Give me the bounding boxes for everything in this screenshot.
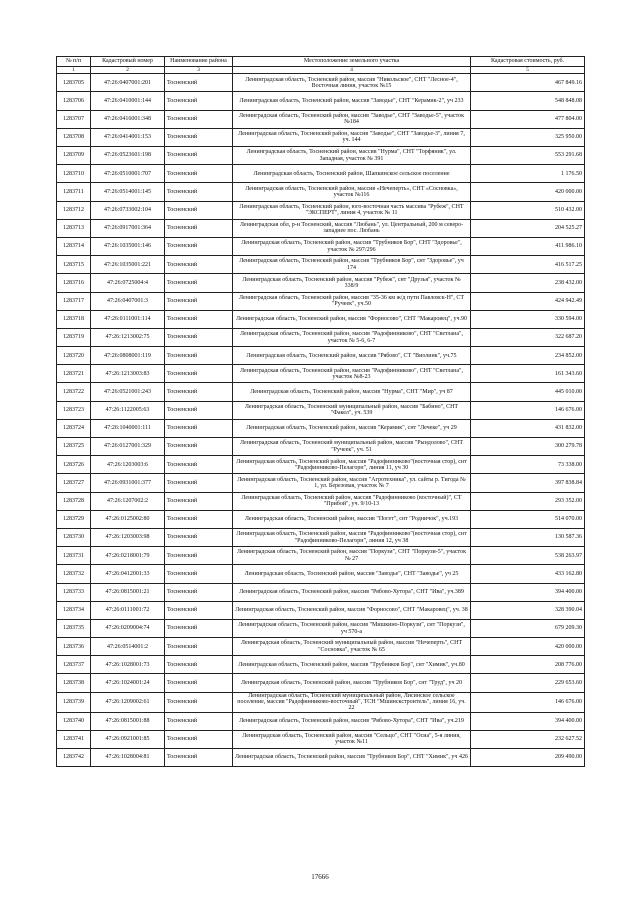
table-row [57,310,585,328]
row-number: 1283731 [57,547,91,565]
row-number: 1283723 [57,401,91,419]
district-name: Тосненский [165,147,233,165]
cadastral-number: 47:26:1024001:24 [91,674,165,692]
district-name: Тосненский [165,274,233,292]
table-row [57,712,585,730]
table-row [57,128,585,146]
cadastral-number: 47:26:0125002:80 [91,510,165,528]
district-name: Тосненский [165,74,233,92]
cadastral-number: 47:26:1028004:81 [91,748,165,766]
cadastral-number: 47:26:0209004:74 [91,619,165,637]
cadastral-number: 47:26:0416001:348 [91,110,165,128]
row-number: 1283741 [57,730,91,748]
row-number: 1283706 [57,92,91,110]
row-number: 1283715 [57,256,91,274]
cadastral-value: 397 838.84 [471,474,585,492]
land-location: Ленинградская область, Тосненский район, массив "Радофинниково", СНТ "Светлана", участок №8-23 [233,365,471,383]
land-location: Ленинградская область, Тосненский район, Шапкинское сельское поселение [233,165,471,183]
column-number: 4 [233,67,471,74]
table-row [57,401,585,419]
district-name: Тосненский [165,712,233,730]
table-row [57,237,585,255]
land-location: Ленинградская область, Тосненский район, массив "Трубников Бор", снт "Труд", уч 20 [233,674,471,692]
cadastral-value: 322 687.20 [471,328,585,346]
header-row [57,57,585,67]
district-name: Тосненский [165,419,233,437]
district-name: Тосненский [165,165,233,183]
land-location: Ленинградская область, Тосненский район, массив "Нурма", СНТ "Торфяник", ул. Западная, участок № 391 [233,147,471,165]
cadastral-value: 229 653.60 [471,674,585,692]
cadastral-value: 420 000.00 [471,183,585,201]
district-name: Тосненский [165,674,233,692]
cadastral-value: 394 400.00 [471,583,585,601]
district-name: Тосненский [165,347,233,365]
table-row [57,147,585,165]
row-number: 1283729 [57,510,91,528]
land-location: Ленинградская область, Тосненский район, массив "Заводье", СНТ "Заводье", уч 25 [233,565,471,583]
land-location: Ленинградская область, Тосненский район, массив "Форносово", СНТ "Макаровец", уч.90 [233,310,471,328]
land-location: Ленинградская область, Тосненский район, массив "Трубников Бор", СНТ "Химик", уч 426 [233,748,471,766]
cadastral-value: 510 432.00 [471,201,585,219]
district-name: Тосненский [165,328,233,346]
row-number: 1283732 [57,565,91,583]
table-row [57,730,585,748]
district-name: Тосненский [165,237,233,255]
row-number: 1283742 [57,748,91,766]
cadastral-number: 47:26:1035001:221 [91,256,165,274]
land-location: Ленинградская область, Тосненский муниципальный район, Лисинское сельское поселение, массив "Радофинниково-восточный", ТСН "Мшинскстроитель", линия 16, уч. 22 [233,692,471,712]
row-number: 1283713 [57,219,91,237]
cadastral-number: 47:26:0410001:144 [91,92,165,110]
cadastral-value: 146 676.00 [471,692,585,712]
cadastral-value: 234 852.00 [471,347,585,365]
cadastral-number: 47:26:1028001:73 [91,656,165,674]
cadastral-value: 209 490.00 [471,748,585,766]
land-location: Ленинградская область, Тосненский район, юго-восточная часть массива "Рубеж", СНТ "ЭКСПЕРТ", линия 4, участок № 11 [233,201,471,219]
cadastral-value: 445 010.00 [471,383,585,401]
row-number: 1283709 [57,147,91,165]
table-row [57,419,585,437]
land-location: Ленинградская область, Тосненский район, массив "Радофинниково"(восточная стор), снт "Радофинниково-Пелагорн", линия 11, уч 30 [233,456,471,474]
cadastral-number: 47:26:0917001:364 [91,219,165,237]
cadastral-number: 47:26:0815001:88 [91,712,165,730]
cadastral-value: 679 209.30 [471,619,585,637]
row-number: 1283711 [57,183,91,201]
cadastral-number: 47:26:0521001:243 [91,383,165,401]
cadastral-value: 411 986.10 [471,237,585,255]
district-name: Тосненский [165,383,233,401]
land-location: Ленинградская область, Тосненский район, массив "Нурма", СНТ "Мир", уч 87 [233,383,471,401]
cadastral-number: 47:26:0931001:377 [91,474,165,492]
district-name: Тосненский [165,547,233,565]
district-name: Тосненский [165,474,233,492]
row-number: 1283733 [57,583,91,601]
row-number: 1283718 [57,310,91,328]
header-cadastral-number: Кадастровый номер [91,57,165,67]
land-location: Ленинградская область, Тосненский район, массив "Рябово-Хутора", СНТ "Ива", уч.389 [233,583,471,601]
cadastral-value: 538 263.97 [471,547,585,565]
row-number: 1283739 [57,692,91,712]
table-row [57,110,585,128]
land-location: Ленинградская область, Тосненский район, массив "Трубников Бор", снт "Здоровье", уч 174 [233,256,471,274]
cadastral-value: 424 942.49 [471,292,585,310]
land-location: Ленинградская область, Тосненский район, массив "35-36 км ж/д пути Павловск-Н", СТ "Ручеек", уч.50 [233,292,471,310]
cadastral-number: 47:26:1213003:83 [91,365,165,383]
header-district: Наименование района [165,57,233,67]
table-row [57,183,585,201]
row-number: 1283708 [57,128,91,146]
land-location: Ленинградская область, Тосненский район, массив "Заводье", СНТ "Заводье-3", линия 7, уч. 144 [233,128,471,146]
cadastral-value: 548 848.08 [471,92,585,110]
table-row [57,328,585,346]
cadastral-number: 47:26:1035001:146 [91,237,165,255]
table-row [57,547,585,565]
land-location: Ленинградская область, Тосненский район, массив "Трубников Бор", снт "Химик", уч.80 [233,656,471,674]
cadastral-number: 47:26:0815001:21 [91,583,165,601]
cadastral-value: 477 804.00 [471,110,585,128]
table-row [57,165,585,183]
district-name: Тосненский [165,730,233,748]
table-body [57,74,585,767]
land-location: Ленинградская область, Тосненский район, массив "Поркузи", СНТ "Поркузи-5", участок № 27 [233,547,471,565]
row-number: 1283719 [57,328,91,346]
table-row [57,510,585,528]
cadastral-value: 467 849.16 [471,74,585,92]
land-location: Ленинградская область, Тосненский район, массив "Погет", снт "Родничок", уч.193 [233,510,471,528]
cadastral-number: 47:26:1207002:2 [91,492,165,510]
table-row [57,619,585,637]
cadastral-value: 420 000.00 [471,638,585,656]
header-location: Местоположение земельного участка [233,57,471,67]
row-number: 1283710 [57,165,91,183]
column-number: 3 [165,67,233,74]
table-row [57,365,585,383]
table-row [57,74,585,92]
cadastral-number: 47:26:1122005:63 [91,401,165,419]
cadastral-number: 47:26:1203003:6 [91,456,165,474]
cadastral-number: 47:26:0808001:119 [91,347,165,365]
land-location: Ленинградская область, Тосненский район, массив "Рубеж", снт "Друзья", участок № 338/9 [233,274,471,292]
column-number: 5 [471,67,585,74]
row-number: 1283722 [57,383,91,401]
land-location: Ленинградская область, Тосненский район, массив «Нечеперть», СНТ «Сосновка», участок №116 [233,183,471,201]
row-number: 1283737 [57,656,91,674]
district-name: Тосненский [165,456,233,474]
row-number: 1283727 [57,474,91,492]
district-name: Тосненский [165,219,233,237]
district-name: Тосненский [165,92,233,110]
row-number: 1283726 [57,456,91,474]
district-name: Тосненский [165,201,233,219]
table-row [57,583,585,601]
cadastral-number: 47:26:0407001:201 [91,74,165,92]
cadastral-number: 47:26:0412001:33 [91,565,165,583]
table-row [57,528,585,546]
cadastral-number: 47:26:0127001:329 [91,438,165,456]
row-number: 1283705 [57,74,91,92]
cadastral-value: 293 352.00 [471,492,585,510]
table-row [57,638,585,656]
land-location: Ленинградская область, Тосненский район, массив "Керамик", снт "Лечеке", уч 29 [233,419,471,437]
header-cadastral-value: Кадастровая стоимость, руб. [471,57,585,67]
row-number: 1283734 [57,601,91,619]
district-name: Тосненский [165,365,233,383]
cadastral-number: 47:26:0514001:145 [91,183,165,201]
district-name: Тосненский [165,583,233,601]
table-row [57,456,585,474]
district-name: Тосненский [165,748,233,766]
cadastral-value: 146 676.00 [471,401,585,419]
land-location: Ленинградская область, Тосненский район, массив "Радофинниково", СНТ "Светлана", участок № 5-6, 6-7 [233,328,471,346]
land-location: Ленинградская область, Тосненский район, массив "Мишкино-Поркузи", снт "Поркузи", уч 570-а [233,619,471,637]
cadastral-value: 1 176.50 [471,165,585,183]
district-name: Тосненский [165,601,233,619]
cadastral-number: 47:26:1213002:75 [91,328,165,346]
row-number: 1283724 [57,419,91,437]
table-row [57,219,585,237]
land-location: Ленинградская область, Тосненский муниципальный район, массив "Рындолово", СНТ "Ручеек", уч. 51 [233,438,471,456]
cadastral-value: 328 390.04 [471,601,585,619]
cadastral-value: 208 776.00 [471,656,585,674]
cadastral-number: 47:26:1203003:98 [91,528,165,546]
row-number: 1283717 [57,292,91,310]
land-location: Ленинградская область, Тосненский район, массив "Радофинниково (восточный)", СТ "Прибой", уч. 9/10-13 [233,492,471,510]
row-number: 1283716 [57,274,91,292]
cadastral-value: 232 627.52 [471,730,585,748]
district-name: Тосненский [165,692,233,712]
table-row [57,274,585,292]
table-row [57,256,585,274]
row-number: 1283721 [57,365,91,383]
table-row [57,474,585,492]
table-row [57,692,585,712]
cadastral-number: 47:26:0111001:72 [91,601,165,619]
district-name: Тосненский [165,619,233,637]
column-number: 1 [57,67,91,74]
cadastral-number: 47:26:0218001:79 [91,547,165,565]
district-name: Тосненский [165,256,233,274]
cadastral-number: 47:26:0921001:85 [91,730,165,748]
table-row [57,201,585,219]
land-location: Ленинградская область, Тосненский муниципальный район, массив "Бабино", СНТ "Факел", уч. 539 [233,401,471,419]
table-row [57,383,585,401]
table-row [57,601,585,619]
land-location: Ленинградская область, Тосненский район, массив "Рябово", СТ "Виолинк", уч.75 [233,347,471,365]
land-location: Ленинградская область, Тосненский район, массив "Рябово-Хутора", СНТ "Ива", уч.219 [233,712,471,730]
district-name: Тосненский [165,110,233,128]
cadastral-value: 130 587.36 [471,528,585,546]
table-row [57,438,585,456]
cadastral-value: 416 517.25 [471,256,585,274]
land-location: Ленинградская область, Тосненский район, массив "Никольское", СНТ "Лесное-4", Восточная линия, участок №15 [233,74,471,92]
cadastral-value: 431 832.00 [471,419,585,437]
district-name: Тосненский [165,528,233,546]
land-location: Ленинградская область, Тосненский район, массив "Форносово", СНТ "Макаровец", уч. 38 [233,601,471,619]
cadastral-value: 325 950.00 [471,128,585,146]
district-name: Тосненский [165,438,233,456]
cadastral-number: 47:26:0514001:2 [91,638,165,656]
cadastral-value: 238 432.00 [471,274,585,292]
district-name: Тосненский [165,128,233,146]
cadastral-value: 514 070.00 [471,510,585,528]
cadastral-number: 47:26:1040001:111 [91,419,165,437]
district-name: Тосненский [165,310,233,328]
cadastral-number: 47:26:1209002:61 [91,692,165,712]
land-location: Ленинградская область, Тосненский район, массив "Радофинниково"(восточная стор), снт "Радофинниково-Пелагорн", линия 12, уч 38 [233,528,471,546]
row-number: 1283712 [57,201,91,219]
cadastral-value: 161 343.60 [471,365,585,383]
table-row [57,492,585,510]
row-number: 1283725 [57,438,91,456]
row-number: 1283707 [57,110,91,128]
cadastral-number: 47:26:0725004:4 [91,274,165,292]
row-number: 1283728 [57,492,91,510]
table-row [57,292,585,310]
cadastral-value: 73 338.00 [471,456,585,474]
table-row [57,748,585,766]
cadastral-number: 47:26:0510001:707 [91,165,165,183]
district-name: Тосненский [165,638,233,656]
district-name: Тосненский [165,565,233,583]
cadastral-value: 300 279.78 [471,438,585,456]
land-location: Ленинградская обл, р-н Тосненский, массив "Любань", ул. Центральный, 200 м северо-западнее пос. Любань [233,219,471,237]
header-number: № п/п [57,57,91,67]
district-name: Тосненский [165,292,233,310]
land-location: Ленинградская область, Тосненский район, массив "Трубников Бор", СНТ "Здоровье", участок № 297/296 [233,237,471,255]
row-number: 1283735 [57,619,91,637]
cadastral-number: 47:26:0523601:198 [91,147,165,165]
district-name: Тосненский [165,492,233,510]
land-location: Ленинградская область, Тосненский район, массив "Агротехника", ул. сайты р. Тигода № 1, ул. Березовая, участок № 7 [233,474,471,492]
land-location: Ленинградская область, Тосненский район, массив "Заводье", СНТ "Керамик-2", уч 233 [233,92,471,110]
cadastral-number: 47:26:0733002:104 [91,201,165,219]
cadastral-table [56,56,585,767]
row-number: 1283736 [57,638,91,656]
cadastral-number: 47:26:0407001:3 [91,292,165,310]
cadastral-value: 394 400.00 [471,712,585,730]
district-name: Тосненский [165,401,233,419]
row-number: 1283740 [57,712,91,730]
row-number: 1283738 [57,674,91,692]
land-location: Ленинградская область, Тосненский муниципальный район, массив "Нечеперть", СНТ "Сосновка", участок № 65 [233,638,471,656]
land-location: Ленинградская область, Тосненский район, массив "Сельцо", СНТ "Осиа", 5-я линия, участок №11 [233,730,471,748]
table-row [57,656,585,674]
column-number-row [57,67,585,74]
cadastral-value: 433 162.80 [471,565,585,583]
cadastral-number: 47:26:0414001:153 [91,128,165,146]
column-number: 2 [91,67,165,74]
table-row [57,565,585,583]
row-number: 1283730 [57,528,91,546]
cadastral-value: 553 291.68 [471,147,585,165]
table-row [57,347,585,365]
district-name: Тосненский [165,656,233,674]
table-row [57,92,585,110]
table-row [57,674,585,692]
cadastral-value: 204 525.27 [471,219,585,237]
district-name: Тосненский [165,183,233,201]
row-number: 1283714 [57,237,91,255]
page-number: 17666 [311,873,329,881]
cadastral-number: 47:26:0111001:114 [91,310,165,328]
district-name: Тосненский [165,510,233,528]
land-location: Ленинградская область, Тосненский район, массив "Заводье", СНТ "Заводье-5", участок №184 [233,110,471,128]
row-number: 1283720 [57,347,91,365]
cadastral-value: 330 594.00 [471,310,585,328]
